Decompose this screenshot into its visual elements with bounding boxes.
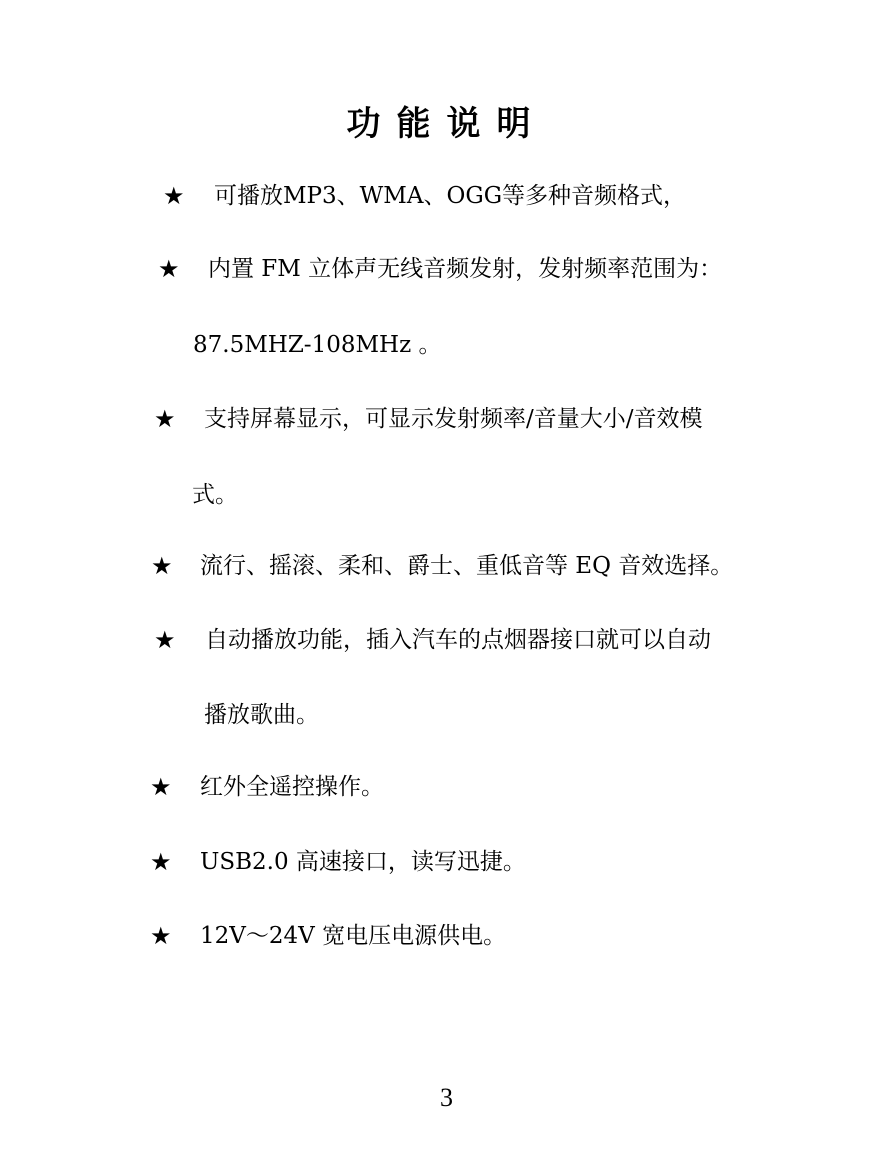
bullet-star-icon: ★	[150, 922, 172, 950]
bullet-star-icon: ★	[158, 255, 180, 283]
feature-6-line-1: 红外全遥控操作。	[200, 774, 384, 800]
feature-4-line-1: 流行、摇滚、柔和、爵士、重低音等 EQ 音效选择。	[200, 553, 734, 579]
feature-8-line-1: 12V～24V 宽电压电源供电。	[200, 923, 507, 949]
feature-3-line-2: 式。	[192, 482, 238, 508]
bullet-star-icon: ★	[150, 848, 172, 876]
bullet-star-icon: ★	[154, 405, 176, 433]
feature-5-line-1: 自动播放功能，插入汽车的点烟器接口就可以自动	[205, 627, 711, 653]
bullet-star-icon: ★	[151, 552, 173, 580]
feature-7-line-1: USB2.0 高速接口，读写迅捷。	[200, 849, 526, 875]
feature-5-line-2: 播放歌曲。	[204, 702, 319, 728]
page-number: 3	[440, 1083, 453, 1112]
bullet-star-icon: ★	[150, 773, 172, 801]
feature-3-line-1: 支持屏幕显示，可显示发射频率/音量大小/音效模	[204, 406, 703, 432]
page-title: 功能说明	[346, 104, 547, 144]
feature-2-line-1: 内置 FM 立体声无线音频发射，发射频率范围为：	[208, 256, 723, 282]
bullet-star-icon: ★	[154, 626, 176, 654]
feature-1-line-1: 可播放MP3、WMA、OGG等多种音频格式，	[214, 183, 687, 209]
bullet-star-icon: ★	[163, 182, 185, 210]
feature-2-line-2: 87.5MHZ-108MHz 。	[193, 332, 442, 358]
